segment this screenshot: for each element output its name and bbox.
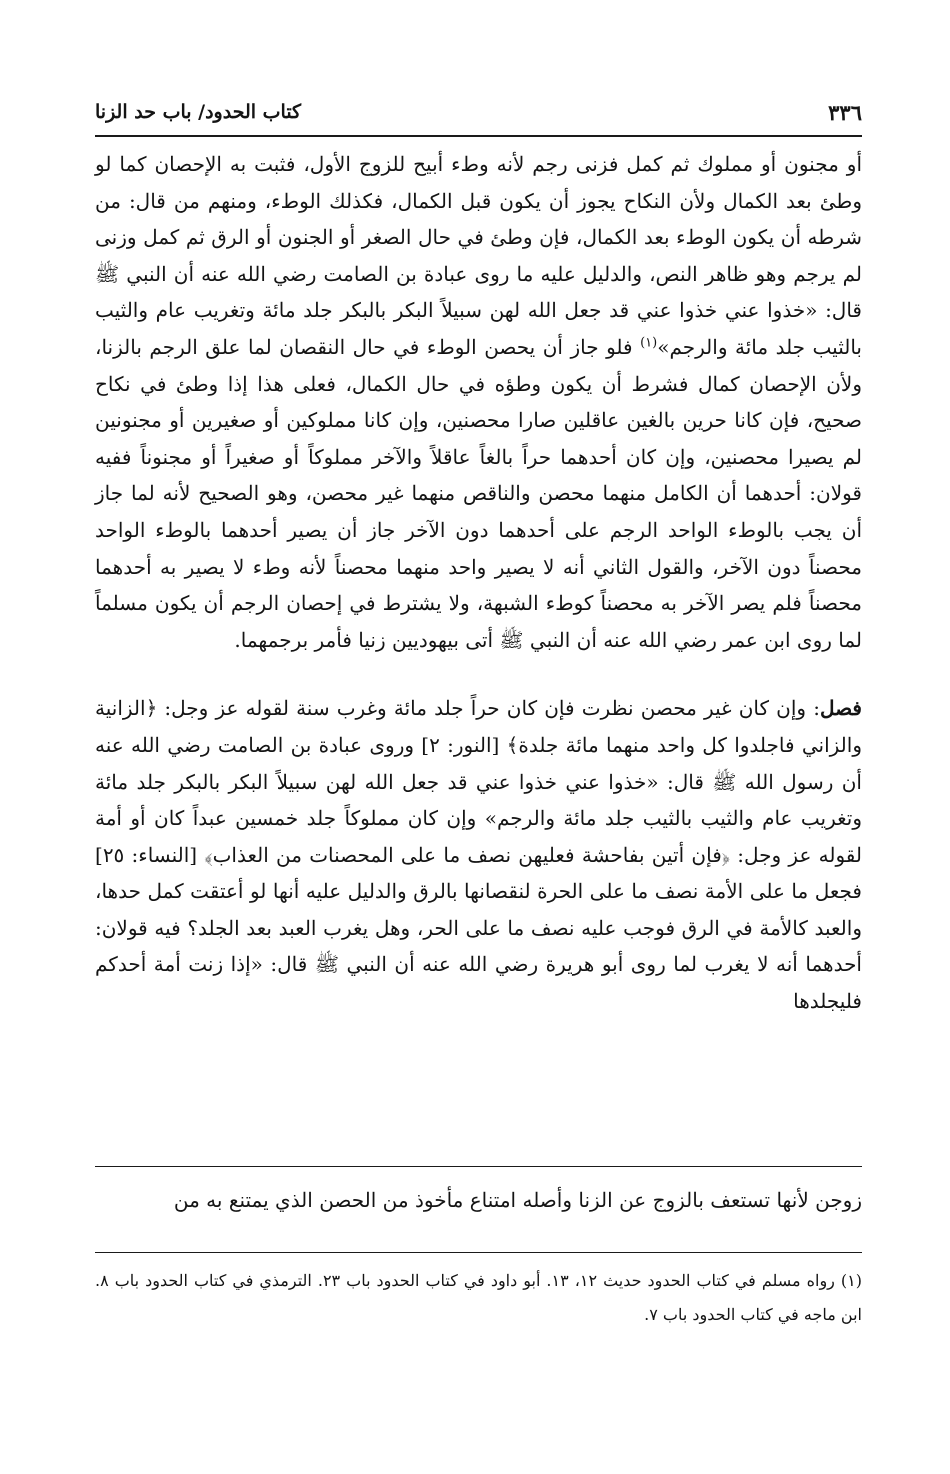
commentary-carryover: زوجن لأنها تستعف بالزوج عن الزنا وأصله امتناع مأخوذ من الحصن الذي يمتنع به من	[173, 1188, 862, 1212]
main-text	[95, 146, 862, 1020]
footnote-divider	[95, 1252, 862, 1253]
footnote-1	[95, 1264, 862, 1332]
paragraph-2-text: : وإن كان غير محصن نظرت فإن كان حراً جلد مائة وغرب سنة لقوله عز وجل: ﴿الزانية والزاني فاجلدوا كل واحد منهما مائة جلدة﴾ [النور: ٢] وروى عبادة بن الصامت رضي الله عنه أن رسول الله ﷺ قال: «خذوا عني خذوا عني قد جعل الله لهن سبيلاً البكر بالبكر جلد مائة وتغريب عام والثيب بالثيب جلد مائة والرجم» وإن كان مملوكاً جلد خمسين عبداً كان أو أمة لقوله عز وجل: ﴿فإن أتين بفاحشة فعليهن نصف ما على المحصنات من العذاب﴾ [النساء: ٢٥] فجعل ما على الأمة نصف ما على الحرة لنقصانها بالرق والدليل عليه أنها لو أعتقت كمل حدها، والعبد كالأمة في الرق فوجب عليه نصف ما على الحر، وهل يغرب العبد بعد الجلد؟ فيه قولان: أحدهما أنه لا يغرب لما روى أبو هريرة رضي الله عنه أن النبي ﷺ قال: «إذا زنت أمة أحدكم فليجلدها	[95, 696, 862, 1014]
paragraph-1-continuation: فلو جاز أن يحصن الوطء في حال النقصان لما علق الرجم بالزنا، ولأن الإحصان كمال فشرط أن يكون وطؤه في حال الكمال، فعلى هذا إذا وطئ في نكاح صحيح، فإن كانا حرين بالغين عاقلين صارا محصنين، وإن كانا مملوكين أو صغيرين أو مجنونين لم يصيرا محصنين، وإن كان أحدهما حراً بالغاً عاقلاً والآخر مملوكاً أو صغيراً أو مجنوناً ففيه قولان: أحدهما أن الكامل منهما محصن والناقص منهما غير محصن، وهو الصحيح لأنه لما جاز أن يجب بالوطء الواحد الرجم على أحدهما دون الآخر جاز أن يصير أحدهما بالوطء الواحد محصناً دون الآخر، والقول الثاني أنه لا يصير واحد منهما محصناً لأنه وطء لا يصير به أحدهما محصناً فلم يصر الآخر به محصناً كوطء الشبهة، ولا يشترط في إحصان الرجم أن يكون مسلماً لما روى ابن عمر رضي الله عنه أن النبي ﷺ أتى بيهوديين زنيا فأمر برجمهما.	[95, 334, 862, 652]
paragraph-1-text: أو مجنون أو مملوك ثم كمل فزنى رجم لأنه وطء أبيح للزوج الأول، فثبت به الإحصان كما لو وطئ بعد الكمال ولأن النكاح يجوز أن يكون قبل الكمال، فكذلك الوطء، ومنهم من قال: من شرطه أن يكون الوطء بعد الكمال، فإن وطئ في حال الصغر أو الجنون أو الرق ثم كمل وزنى لم يرجم وهو ظاهر النص، والدليل عليه ما روى عبادة بن الصامت رضي الله عنه أن النبي ﷺ قال: «خذوا عني خذوا عني قد جعل الله لهن سبيلاً البكر بالبكر جلد مائة وتغريب عام والثيب بالثيب جلد مائة والرجم»	[95, 152, 863, 359]
running-title: كتاب الحدود/ باب حد الزنا	[95, 101, 302, 123]
paragraph-1	[95, 146, 862, 658]
running-head	[95, 95, 862, 129]
commentary-divider	[95, 1166, 862, 1167]
header-divider	[95, 135, 862, 137]
fasl-label: فصل	[819, 696, 862, 721]
footnotes	[95, 1264, 862, 1332]
footnote-number: (١)	[840, 1271, 863, 1290]
footnote-text: رواه مسلم في كتاب الحدود حديث ١٢، ١٣. أبو داود في كتاب الحدود باب ٢٣. الترمذي في كتاب الحدود باب ٨. ابن ماجه في كتاب الحدود باب ٧.	[95, 1271, 862, 1324]
paragraph-fasl	[95, 690, 862, 1019]
page-number: ٣٣٦	[828, 99, 862, 125]
footnote-ref-1: (١)	[640, 335, 658, 351]
